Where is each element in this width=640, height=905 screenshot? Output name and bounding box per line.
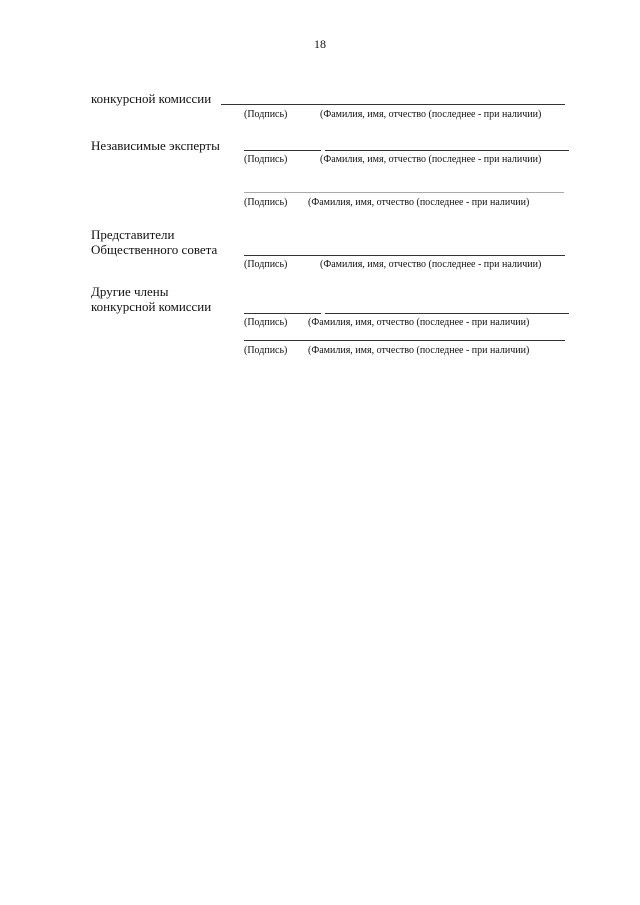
council-label-line-2: Общественного совета (91, 242, 218, 257)
members-signature-caption-1: (Подпись) (244, 317, 288, 328)
commission-label: конкурсной комиссии (91, 91, 212, 106)
council-signature-caption: (Подпись) (244, 259, 288, 270)
experts-label: Независимые эксперты (91, 138, 220, 153)
members-line-2 (244, 340, 565, 341)
experts-name-line-1 (325, 150, 569, 151)
commission-signature-caption: (Подпись) (244, 109, 288, 120)
members-name-caption-2: (Фамилия, имя, отчество (последнее - при наличии) (308, 345, 530, 356)
members-name-line-1 (325, 313, 569, 314)
council-label-line-1: Представители (91, 227, 175, 242)
experts-name-caption-1: (Фамилия, имя, отчество (последнее - при наличии) (320, 154, 542, 165)
commission-name-caption: (Фамилия, имя, отчество (последнее - при наличии) (320, 109, 542, 120)
experts-line-2 (244, 192, 564, 193)
members-label-line-1: Другие члены (91, 284, 169, 299)
members-signature-caption-2: (Подпись) (244, 345, 288, 356)
experts-name-caption-2: (Фамилия, имя, отчество (последнее - при наличии) (308, 197, 530, 208)
council-name-caption: (Фамилия, имя, отчество (последнее - при наличии) (320, 259, 542, 270)
experts-signature-caption-2: (Подпись) (244, 197, 288, 208)
commission-signature-line (221, 104, 565, 105)
council-line (244, 255, 565, 256)
members-name-caption-1: (Фамилия, имя, отчество (последнее - при наличии) (308, 317, 530, 328)
experts-signature-line-1 (244, 150, 321, 151)
experts-signature-caption-1: (Подпись) (244, 154, 288, 165)
members-signature-line-1 (244, 313, 321, 314)
page-number: 18 (314, 37, 326, 51)
members-label-line-2: конкурсной комиссии (91, 299, 212, 314)
